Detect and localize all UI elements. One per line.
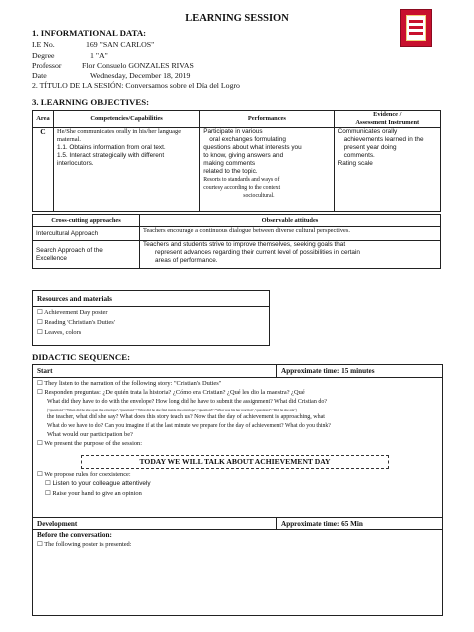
development-label: Development xyxy=(37,520,78,528)
comp-line: 1.5. Interact strategically with different xyxy=(56,152,165,159)
cross-row1-attitude: Teachers encourage a continuous dialogue between diverse cultural perspectives. xyxy=(140,227,441,241)
col-area: Area xyxy=(33,111,54,128)
before-conversation-line: ☐ The following poster is presented: xyxy=(37,541,132,548)
document-title: LEARNING SESSION xyxy=(185,13,289,24)
comp-line: interlocutors. xyxy=(56,160,94,167)
cross-row2-attitude xyxy=(140,241,441,269)
col-competencies: Competencies/Capabilities xyxy=(53,111,199,128)
resources-box xyxy=(32,290,270,346)
comp-line: 1.1. Obtains information from oral text. xyxy=(56,144,166,151)
rules-line: ☐ Raise your hand to give an opinion xyxy=(45,490,142,497)
perf-line: oral exchanges formulating xyxy=(209,136,286,143)
date-label: Date xyxy=(32,71,47,80)
rules-line: ☐ We propose rules for coexistence: xyxy=(37,471,131,478)
perf-line: related to the topic. xyxy=(203,168,258,175)
section-objectives-heading: 3. LEARNING OBJECTIVES: xyxy=(32,97,150,107)
section-informational-heading: 1. INFORMATIONAL DATA: xyxy=(32,28,147,38)
objectives-table xyxy=(32,110,441,212)
start-time: Approximate time: 15 minutes xyxy=(281,367,375,375)
sequence-line: ("question1":"When did he she open the envelope","question2":"What did he she find inside the envelope","question3":"What was his her reaction","question4":"Did he she ask") xyxy=(47,408,297,412)
degree-value: 1 "A" xyxy=(90,51,108,60)
session-purpose-banner: TODAY WE WILL TALK ABOUT ACHIEVEMENT DAY xyxy=(81,455,389,469)
cross-row2-approach-line: Excellence xyxy=(36,254,67,262)
professor-label: Professor xyxy=(32,61,62,70)
resources-heading: Resources and materials xyxy=(37,295,112,303)
cross-row2-line: Teachers and students strive to improve themselves, seeking goals that xyxy=(143,241,346,248)
col-performances: Performances xyxy=(200,111,334,128)
perf-line: to know, giving answers and xyxy=(203,152,284,159)
degree-label: Degree xyxy=(32,51,55,60)
area-cell: C xyxy=(33,128,54,212)
section-sequence-heading: DIDACTIC SEQUENCE: xyxy=(32,352,131,362)
col-cross-approaches: Cross-cutting approaches xyxy=(33,215,140,227)
date-value: Wednesday, December 18, 2019 xyxy=(90,71,191,80)
cross-cutting-table xyxy=(32,214,441,269)
ie-value: 169 "SAN CARLOS" xyxy=(86,40,155,49)
ev-line: comments. xyxy=(343,152,375,159)
evidence-cell xyxy=(334,128,440,212)
competencies-cell xyxy=(53,128,199,212)
col-observable-attitudes: Observable attitudes xyxy=(140,215,441,227)
ev-line: Rating scale xyxy=(337,160,373,167)
before-conversation-label: Before the conversation: xyxy=(37,531,112,539)
perf-line: Resorts to standards and ways of xyxy=(203,177,280,183)
session-title: 2. TÍTULO DE LA SESIÓN: Conversamos sobre el Día del Logro xyxy=(32,81,240,90)
cross-row2-approach xyxy=(33,241,140,269)
professor-value: Flor Consuelo GONZALES RIVAS xyxy=(82,61,194,70)
resource-item: ☐ Reading 'Christian's Duties' xyxy=(37,319,115,326)
sequence-line: ☐ They listen to the narration of the following story: "Cristian's Duties" xyxy=(37,380,222,387)
perf-line: Participate in various xyxy=(203,128,263,135)
comp-line: He/She communicates orally in his/her language xyxy=(56,128,182,135)
cross-row2-approach-line: Search Approach of the xyxy=(36,246,103,254)
col-evidence xyxy=(334,111,440,128)
perf-line: courtesy according to the context xyxy=(203,185,281,191)
comp-line: maternal. xyxy=(56,136,81,143)
sequence-line: What do we have to do? Can you imagine if at the last minute we prepare for the day of achievement? What do you think? xyxy=(47,423,331,429)
resource-item: ☐ Achievement Day poster xyxy=(37,309,108,316)
sequence-line: What would our participation be? xyxy=(47,431,133,438)
sequence-line: What did they have to do with the envelope? How long did he have to submit the assignment? What did Cristian do? xyxy=(47,399,327,405)
ev-line: Communicates orally xyxy=(337,128,398,135)
col-evidence-line2: Assessment Instrument xyxy=(355,119,420,126)
perf-line: sociocultural. xyxy=(243,193,275,199)
resource-item: ☐ Leaves, colors xyxy=(37,329,82,336)
ie-label: I.E No. xyxy=(32,40,55,49)
performances-cell xyxy=(200,128,334,212)
ev-line: present year doing xyxy=(343,144,397,151)
col-evidence-line1: Evidence / xyxy=(373,111,402,118)
rules-line: ☐ Listen to your colleague attentively xyxy=(45,480,151,487)
ev-line: achievements learned in the xyxy=(343,136,424,143)
sequence-line: the teacher, what did she say? What does this story teach us? Now that the day of achievement is approaching, what xyxy=(47,414,325,420)
school-crest-icon xyxy=(400,9,432,47)
sequence-line: ☐ Responden preguntas: ¿De quién trata la historia? ¿Cómo era Cristian? ¿Qué les dio la maestra? ¿Qué xyxy=(37,389,305,396)
cross-row2-line: represent advances regarding their current level of possibilities in certain xyxy=(155,249,360,256)
development-time: Approximate time: 65 Min xyxy=(281,520,363,528)
sequence-box xyxy=(32,364,443,616)
perf-line: making comments xyxy=(203,160,256,167)
start-label: Start xyxy=(37,367,53,375)
perf-line: questions about what interests you xyxy=(203,144,302,151)
cross-row1-approach: Intercultural Approach xyxy=(33,227,140,241)
cross-row2-line: areas of performance. xyxy=(155,257,218,264)
sequence-line: ☐ We present the purpose of the session: xyxy=(37,440,143,447)
